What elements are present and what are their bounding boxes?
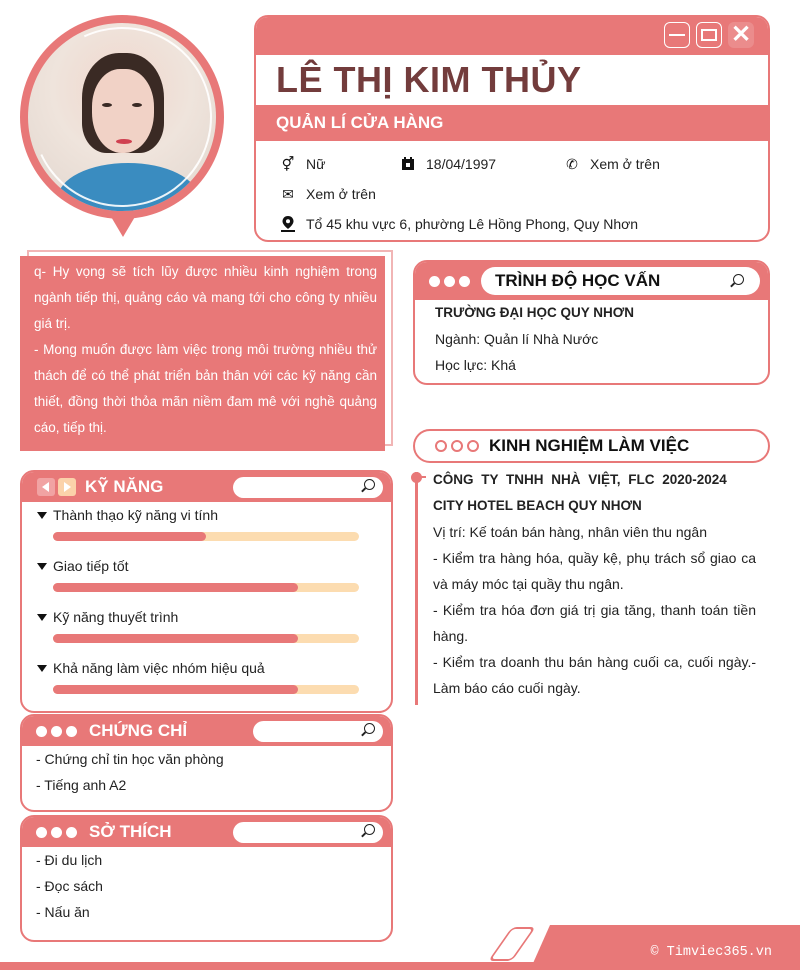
contact-info: [256, 141, 768, 239]
footer-slash-decoration: [488, 927, 536, 961]
skill-progress-bar: [53, 583, 359, 592]
gender-value: Nữ: [306, 156, 326, 172]
phone-field: [564, 156, 660, 172]
calendar-icon: [400, 156, 416, 172]
certificates-panel: [20, 714, 393, 812]
skill-item: [37, 655, 377, 694]
timeline-tick: [418, 476, 426, 478]
experience-entry: [433, 467, 756, 701]
job-duty: - Kiểm tra doanh thu bán hàng cuối ca, cuối ngày.- Làm báo cáo cuối ngày.: [433, 654, 756, 696]
skill-item: [37, 604, 377, 643]
map-pin-icon: [280, 216, 296, 232]
caret-down-icon: [37, 563, 47, 570]
job-title: QUẢN LÍ CỬA HÀNG: [256, 105, 768, 141]
search-icon[interactable]: [733, 274, 744, 285]
certificate-item: - Chứng chỉ tin học văn phòng: [36, 751, 224, 767]
window-dots-icon: [429, 276, 470, 287]
prev-arrow-icon[interactable]: [37, 478, 55, 496]
envelope-icon: ✉: [282, 185, 294, 202]
phone-icon: ✆: [566, 155, 578, 172]
caret-down-icon: [37, 665, 47, 672]
timeline-line: [415, 472, 418, 705]
education-panel: [413, 260, 770, 385]
avatar-pointer: [110, 215, 136, 237]
certificates-header: [22, 716, 391, 746]
search-icon[interactable]: [364, 479, 375, 490]
company-name-line2: CITY HOTEL BEACH QUY NHƠN: [433, 498, 642, 513]
close-icon[interactable]: ✕: [728, 22, 754, 48]
skills-header: [22, 472, 391, 502]
education-title-bar[interactable]: [481, 267, 760, 295]
career-objective: [20, 256, 385, 451]
avatar-frame: [20, 15, 224, 219]
hobby-item: - Đi du lịch: [36, 852, 103, 868]
email-value: Xem ở trên: [306, 186, 376, 202]
objective-paragraph: q- Hy vọng sẽ tích lũy được nhiều kinh nghiệm trong ngành tiếp thị, quảng cáo và mang tới cho công ty nhiều giá trị.: [34, 264, 377, 331]
skill-item: [37, 553, 377, 592]
skill-progress-bar: [53, 685, 359, 694]
education-title: TRÌNH ĐỘ HỌC VẤN: [495, 271, 661, 290]
hobbies-search-input[interactable]: [233, 822, 383, 843]
birthdate-field: [400, 156, 564, 172]
job-position: Vị trí: Kế toán bán hàng, nhân viên thu ngân: [433, 524, 707, 540]
search-icon[interactable]: [364, 824, 375, 835]
profile-header-window: [254, 15, 770, 242]
skills-title: KỸ NĂNG: [85, 477, 164, 496]
school-name: TRƯỜNG ĐẠI HỌC QUY NHƠN: [435, 305, 634, 320]
hobbies-title: SỞ THÍCH: [89, 822, 172, 841]
skills-search-input[interactable]: [233, 477, 383, 498]
email-field: [280, 186, 376, 202]
skills-panel: [20, 470, 393, 713]
minimize-icon[interactable]: [664, 22, 690, 48]
job-duty: - Kiểm tra hàng hóa, quầy kệ, phụ trách sổ giao ca và máy móc tại quầy thu ngân.: [433, 550, 756, 592]
window-dots-icon: [36, 827, 77, 838]
certificates-title: CHỨNG CHỈ: [89, 721, 188, 740]
gender-icon: ⚥: [281, 155, 295, 172]
maximize-icon[interactable]: [696, 22, 722, 48]
address-field: [280, 216, 638, 232]
skill-label: Thành thạo kỹ năng vi tính: [53, 507, 218, 523]
experience-header: [413, 429, 770, 463]
phone-value: Xem ở trên: [590, 156, 660, 172]
next-arrow-icon[interactable]: [58, 478, 76, 496]
gender-field: [280, 156, 400, 172]
birthdate-value: 18/04/1997: [426, 156, 497, 172]
window-dots-icon: [36, 726, 77, 737]
education-major: Ngành: Quản lí Nhà Nước: [435, 331, 599, 347]
skill-progress-bar: [53, 532, 359, 541]
objective-paragraph: - Mong muốn được làm việc trong môi trường nhiều thử thách để có thể phát triển bản thân với các kỹ năng cần thiết, đồng thời thỏa mãn niềm đam mê với nghề quảng cáo, tiếp thị.: [34, 342, 377, 435]
window-titlebar: [256, 17, 768, 55]
hobby-item: - Đọc sách: [36, 878, 103, 894]
skill-progress-bar: [53, 634, 359, 643]
skill-label: Kỹ năng thuyết trình: [53, 609, 179, 625]
footer-copyright[interactable]: © Timviec365.vn: [650, 945, 772, 960]
window-dots-icon: [435, 440, 479, 452]
company-name: CÔNG TY TNHH NHÀ VIỆT, FLC 2020-2024: [433, 472, 727, 487]
skill-label: Khả năng làm việc nhóm hiệu quả: [53, 660, 265, 676]
avatar-ring-decoration: [7, 2, 238, 233]
education-header: [415, 262, 768, 300]
education-grade: Học lực: Khá: [435, 357, 516, 373]
address-value: Tổ 45 khu vực 6, phường Lê Hồng Phong, Quy Nhơn: [306, 216, 639, 232]
search-icon[interactable]: [364, 723, 375, 734]
candidate-name: LÊ THỊ KIM THỦY: [276, 59, 582, 100]
caret-down-icon: [37, 614, 47, 621]
certificate-item: - Tiếng anh A2: [36, 777, 127, 793]
certificates-search-input[interactable]: [253, 721, 383, 742]
hobbies-panel: [20, 815, 393, 942]
skill-item: [37, 502, 377, 541]
hobbies-header: [22, 817, 391, 847]
experience-title: KINH NGHIỆM LÀM VIỆC: [489, 436, 690, 455]
hobby-item: - Nấu ăn: [36, 904, 90, 920]
job-duty: - Kiểm tra hóa đơn giá trị gia tăng, thanh toán tiền hàng.: [433, 602, 756, 644]
avatar: [20, 15, 224, 219]
caret-down-icon: [37, 512, 47, 519]
skill-label: Giao tiếp tốt: [53, 558, 129, 574]
